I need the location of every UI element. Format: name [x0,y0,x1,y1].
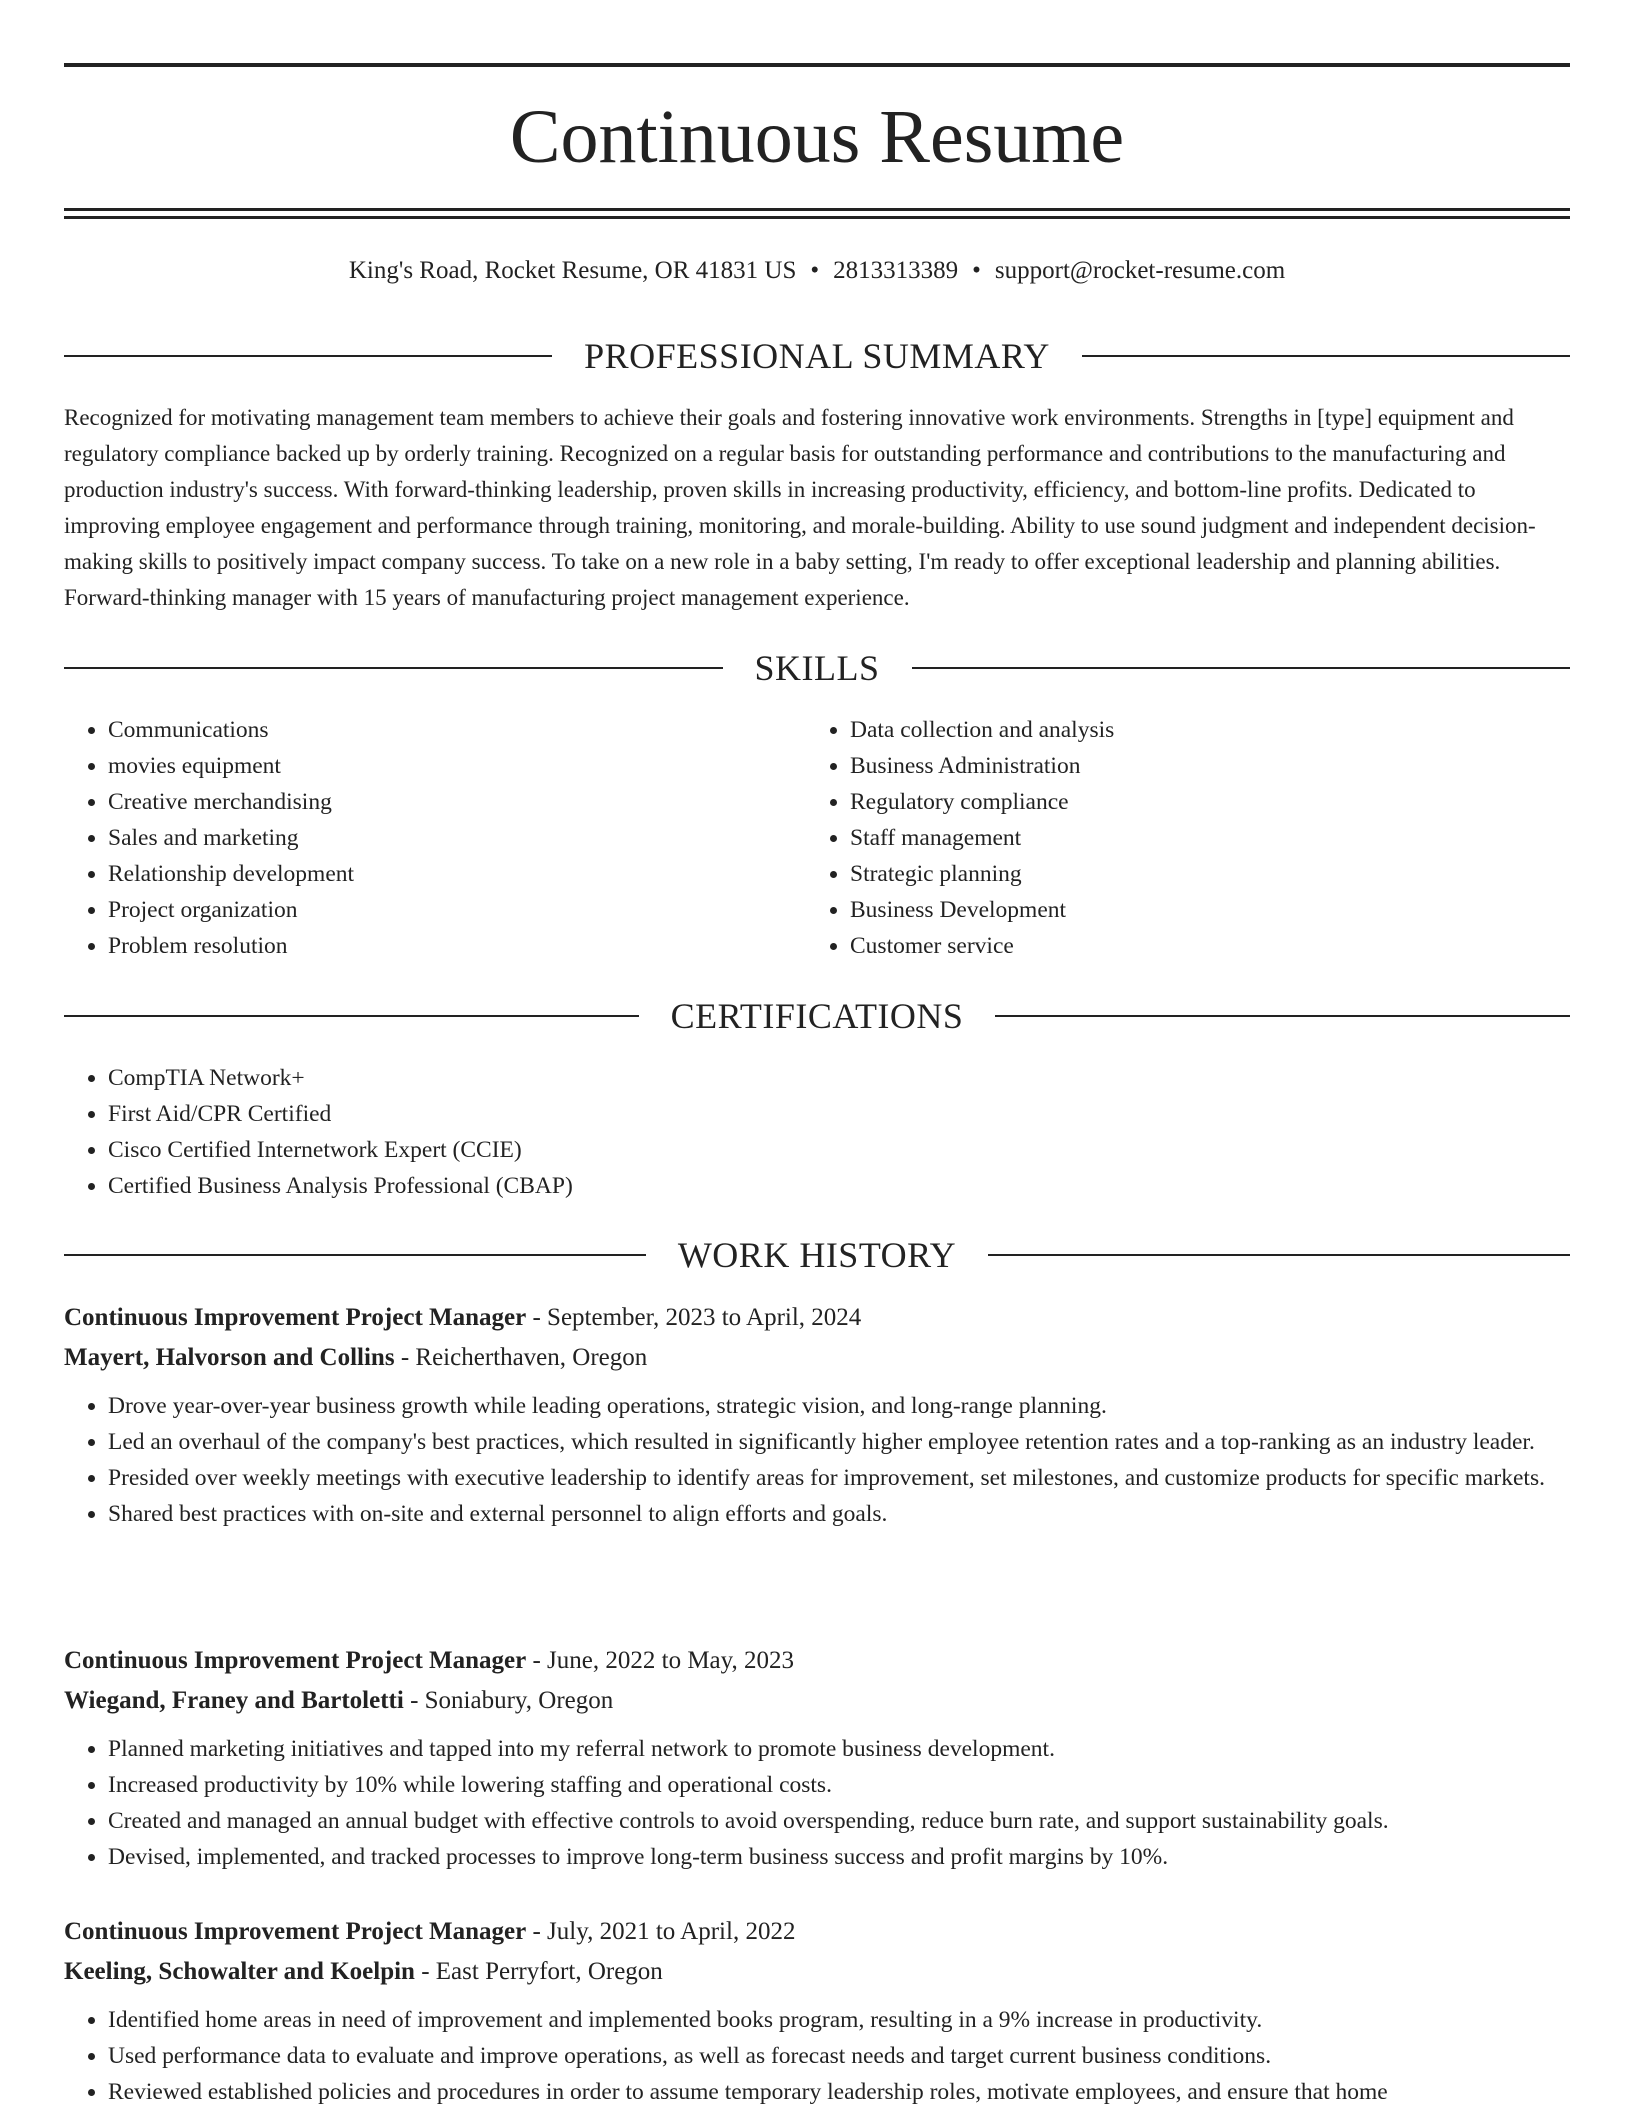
name-underline-rule [64,208,1570,211]
job-company-line [64,1681,1570,1721]
job-bullet: • Presided over weekly meetings with executive leadership to identify areas for improvement, set milestones, and customize products for specific markets. [108,1460,1570,1496]
heading-rule-right [988,1254,1570,1256]
summary-text: Recognized for motivating management team members to achieve their goals and fostering innovative work environments. Strengths in [type] equipment and regulatory compliance backed up by orderly training. Recognized on a regular basis for outstanding performance and contributions to the manufacturing and production industry's success. With forward-thinking leadership, proven skills in increasing productivity, efficiency, and bottom-line profits. Dedicated to improving employee engagement and performance through training, monitoring, and morale-building. Ability to use sound judgment and independent decision-making skills to positively impact company success. To take on a new role in a baby setting, I'm ready to offer exceptional leadership and planning abilities. Forward-thinking manager with 15 years of manufacturing project management experience. [64,405,1536,610]
skill-item: • Regulatory compliance [850,784,1506,820]
job-bullet: • Used performance data to evaluate and improve operations, as well as forecast needs and target current business conditions. [108,2038,1570,2074]
heading-rule-left [64,1015,639,1017]
top-rule [64,63,1570,67]
job-location: - East Perryfort, Oregon [414,1958,663,1985]
job-title-line [64,1298,1570,1338]
job-title-line [64,1912,1570,1952]
skill-item: • Business Administration [850,748,1506,784]
skill-item: • Data collection and analysis [850,712,1506,748]
skill-item: • Relationship development [108,856,764,892]
contact-address: King's Road, Rocket Resume, OR 41831 US [348,257,797,284]
job-company: Keeling, Schowalter and Koelpin [64,1958,415,1985]
section-title: WORK HISTORY [677,1235,957,1275]
certification-item: • Certified Business Analysis Professional (CBAP) [108,1168,1064,1204]
job-company: Mayert, Halvorson and Collins [64,1344,395,1371]
job-title-line [64,1641,1570,1681]
job-role: Continuous Improvement Project Manager [64,1918,527,1945]
job-bullet: • Reviewed established policies and procedures in order to assume temporary leadership roles, motivate employees, and ensure that home [108,2074,1570,2110]
skill-item: • Sales and marketing [108,820,764,856]
certification-item: • First Aid/CPR Certified [108,1096,1064,1132]
skill-item: • Project organization [108,892,764,928]
job-bullet: • Led an overhaul of the company's best practices, which resulted in significantly higher employee retention rates and a top-ranking as an industry leader. [108,1424,1570,1460]
skill-item: • Strategic planning [850,856,1506,892]
certifications-list [64,1060,1064,1204]
section-heading-work-history [64,1233,1570,1277]
job-entry [64,1298,1570,1532]
skill-item: • Problem resolution [108,928,764,964]
job-bullet: • Planned marketing initiatives and tapped into my referral network to promote business development. [108,1731,1570,1767]
certification-item: • CompTIA Network+ [108,1060,1064,1096]
job-dates: - June, 2022 to May, 2023 [526,1647,795,1674]
job-dates: - July, 2021 to April, 2022 [526,1918,796,1945]
heading-rule-right [1082,355,1570,357]
heading-rule-left [64,667,723,669]
heading-rule-right [912,667,1571,669]
section-heading-certifications [64,994,1570,1038]
job-company-line [64,1338,1570,1378]
section-title: PROFESSIONAL SUMMARY [584,336,1050,376]
job-bullet: • Shared best practices with on-site and external personnel to align efforts and goals. [108,1496,1570,1532]
section-title: SKILLS [754,648,880,688]
section-heading-skills [64,646,1570,690]
skills-column-right [806,712,1506,964]
job-bullet: • Devised, implemented, and tracked processes to improve long-term business success and profit margins by 10%. [108,1839,1570,1875]
job-role: Continuous Improvement Project Manager [64,1304,527,1331]
contact-email: support@rocket-resume.com [994,257,1286,284]
job-bullet: • Created and managed an annual budget with effective controls to avoid overspending, reduce burn rate, and support sustainability goals. [108,1803,1570,1839]
heading-rule-right [995,1015,1570,1017]
skill-item: • Staff management [850,820,1506,856]
job-location: - Reicherthaven, Oregon [394,1344,648,1371]
contact-separator: • [972,257,981,284]
skill-item: • Business Development [850,892,1506,928]
job-entry [64,1641,1570,1875]
certification-item: • Cisco Certified Internetwork Expert (CCIE) [108,1132,1064,1168]
contact-phone: 2813313389 [833,257,959,284]
candidate-name: Continuous Resume [509,95,1125,179]
skill-item: • Creative merchandising [108,784,764,820]
heading-rule-left [64,355,552,357]
job-bullet: • Drove year-over-year business growth while leading operations, strategic vision, and long-range planning. [108,1388,1570,1424]
job-company: Wiegand, Franey and Bartoletti [64,1687,404,1714]
skills-column-left [64,712,764,964]
section-title: CERTIFICATIONS [670,996,964,1036]
job-bullet: • Increased productivity by 10% while lowering staffing and operational costs. [108,1767,1570,1803]
skill-item: • Customer service [850,928,1506,964]
skill-item: • movies equipment [108,748,764,784]
section-heading-summary [64,334,1570,378]
skill-item: • Communications [108,712,764,748]
job-entry [64,1912,1570,2110]
job-company-line [64,1952,1570,1992]
heading-rule-left [64,1254,646,1256]
name-underline-rule-2 [64,216,1570,219]
job-dates: - September, 2023 to April, 2024 [526,1304,862,1331]
job-role: Continuous Improvement Project Manager [64,1647,527,1674]
job-bullet: • Identified home areas in need of improvement and implemented books program, resulting in a 9% increase in productivity. [108,2002,1570,2038]
contact-separator: • [810,257,820,284]
contact-line [64,254,1570,288]
job-location: - Soniabury, Oregon [403,1687,614,1714]
